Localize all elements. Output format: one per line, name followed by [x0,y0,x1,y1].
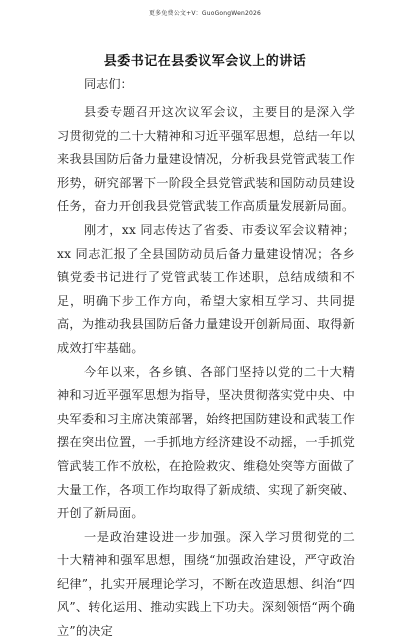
salutation: 同志们： [84,77,133,91]
paragraph-political-building: 一是政治建设进一步加强。深入学习贯彻党的二十大精神和强军思想，围绕“加强政治建设，严守政治纪律”，扎实开展理论学习，不断在改造思想、纠治“四风”、转化运用、推动实践上下功夫。深刻领悟“两个确立”的决定 [57,529,355,639]
header-note: 更多免费公文+V：GuoGongWen2026 [148,10,262,17]
paragraph-achievements: 今年以来，各乡镇、各部门坚持以党的二十大精神和习近平强军思想为指导，坚决贯彻落实党中央、中央军委和习主席决策部署，始终把国防建设和武装工作摆在突出位置，一手抓地方经济建设不动摇，一手抓党管武装工作不放松，在抢险救灾、维稳处突等方面做了大量工作，各项工作均取得了新成绩、实现了新突破、开创了新局面。 [57,364,355,521]
paragraph-reports: 刚才，xx 同志传达了省委、市委议军会议精神；xx 同志汇报了全县国防动员后备力量建设情况；各乡镇党委书记进行了党管武装工作述职，总结成绩和不足，明确下步工作方向，希望大家相互学习、共同提高，为推动我县国防后备力量建设开创新局面、取得新成效打牢基础。 [57,222,355,355]
document-title: 县委书记在县委议军会议上的讲话 [103,54,307,69]
body-text [57,101,355,644]
paragraph-intro: 县委专题召开这次议军会议，主要目的是深入学习贯彻党的二十大精神和习近平强军思想，总结一年以来我县国防后备力量建设情况，分析我县党管武装工作形势，研究部署下一阶段全县党管武装和国防动员建设任务，奋力开创我县党管武装工作高质量发展新局面。 [57,105,355,214]
